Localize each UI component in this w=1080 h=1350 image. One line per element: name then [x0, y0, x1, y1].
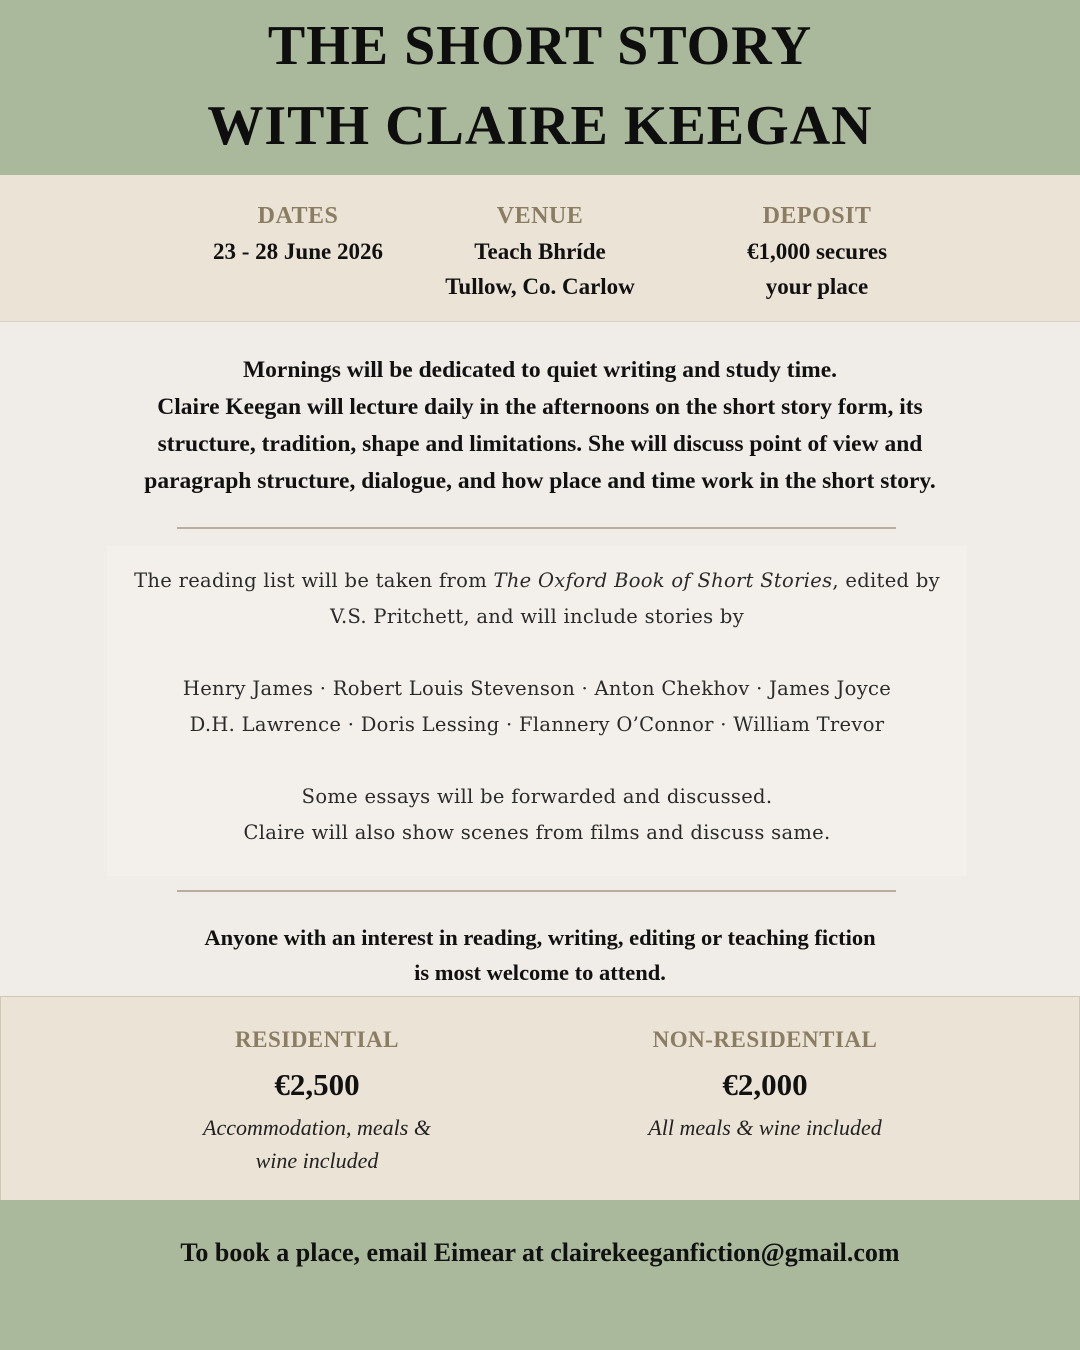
intro-line-1: Mornings will be dedicated to quiet writing and study time. [242, 357, 838, 383]
deposit-line-1: €1,000 secures [746, 239, 888, 264]
authors-line-2: D.H. Lawrence · Doris Lessing · Flannery O’Connor · William Trevor [189, 713, 885, 736]
residential-price: €2,500 [274, 1067, 360, 1102]
intro-line-2: Claire Keegan will lecture daily in the afternoons on the short story form, its [157, 394, 923, 420]
venue-column [390, 203, 690, 304]
reading-list [107, 563, 967, 851]
reading-prefix: The reading list will be taken from [134, 569, 494, 592]
booking-cta [0, 1238, 1080, 1268]
residential-label: RESIDENTIAL [235, 1027, 399, 1052]
films-line: Claire will also show scenes from films and discuss same. [243, 821, 831, 844]
reading-suffix: , edited by [832, 569, 940, 592]
booking-text: To book a place, email Eimear at [180, 1238, 551, 1267]
welcome-line-2: is most welcome to attend. [414, 960, 666, 985]
deposit-value [667, 234, 967, 304]
venue-line-2: Tullow, Co. Carlow [445, 274, 635, 299]
welcome-line-1: Anyone with an interest in reading, writing, editing or teaching fiction [204, 925, 876, 950]
course-description [90, 352, 990, 500]
reading-line-1 [107, 563, 967, 599]
dates-value: 23 - 28 June 2026 [213, 239, 383, 264]
event-info-band [0, 175, 1080, 322]
divider-bottom [177, 890, 896, 892]
intro-line-3: structure, tradition, shape and limitations. She will discuss point of view and [157, 431, 923, 457]
venue-line-1: Teach Bhríde [474, 239, 606, 264]
reading-line-2: V.S. Pritchett, and will include stories by [329, 605, 745, 628]
page-title-line-1: THE SHORT STORY [267, 15, 813, 77]
non-residential-note: All meals & wine included [648, 1115, 882, 1140]
non-residential-label: NON-RESIDENTIAL [652, 1027, 878, 1052]
pricing-band [0, 996, 1080, 1201]
page-title-line-2: WITH CLAIRE KEEGAN [207, 95, 873, 157]
deposit-column [667, 203, 967, 304]
divider-top [177, 527, 896, 529]
booking-email-link[interactable]: clairekeeganfiction@gmail.com [550, 1238, 900, 1267]
authors-line-1: Henry James · Robert Louis Stevenson · Anton Chekhov · James Joyce [182, 677, 892, 700]
welcome-note [90, 920, 990, 990]
essays-line: Some essays will be forwarded and discussed. [301, 785, 773, 808]
intro-line-4: paragraph structure, dialogue, and how place and time work in the short story. [144, 468, 936, 494]
residential-pricing [137, 1027, 497, 1177]
deposit-label: DEPOSIT [762, 203, 872, 229]
book-title: The Oxford Book of Short Stories [493, 569, 833, 592]
non-residential-pricing [585, 1027, 945, 1144]
dates-label: DATES [257, 203, 339, 229]
residential-note: Accommodation, meals & wine included [203, 1115, 431, 1173]
venue-label: VENUE [496, 203, 584, 229]
non-residential-price: €2,000 [722, 1067, 808, 1102]
footer-banner [0, 1200, 1080, 1350]
deposit-line-2: your place [765, 274, 869, 299]
venue-value [390, 234, 690, 304]
header-banner [0, 0, 1080, 175]
